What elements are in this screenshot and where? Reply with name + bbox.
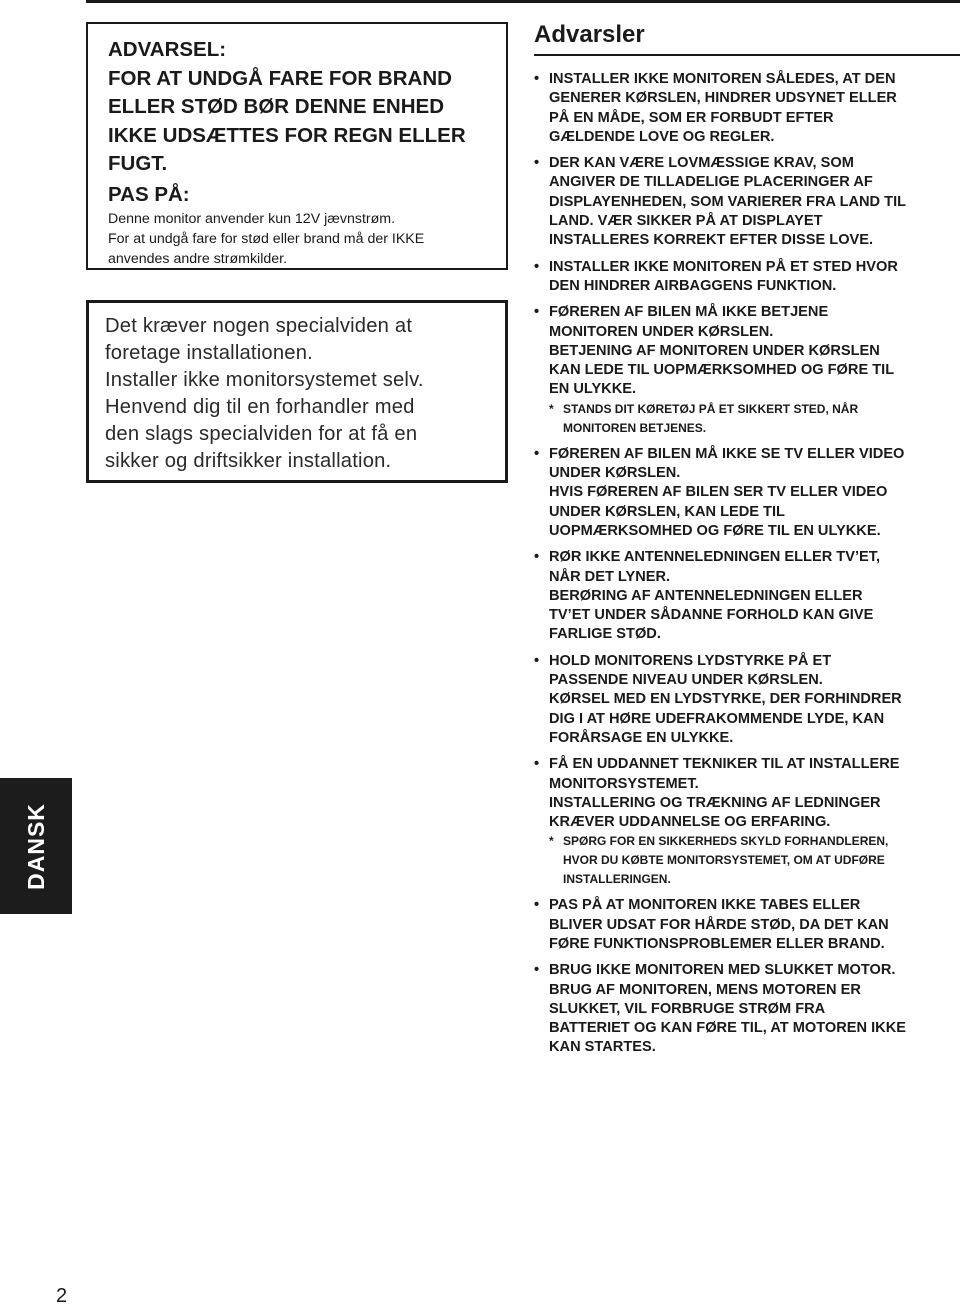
warning-item-text xyxy=(549,548,960,644)
asterisk-icon: * xyxy=(549,401,554,416)
bullet-icon: • xyxy=(534,304,540,321)
warning-item xyxy=(534,755,960,889)
caution-title: PAS PÅ: xyxy=(108,182,190,206)
bullet-icon: • xyxy=(534,962,540,979)
note-line: SPØRG FOR EN SIKKERHEDS SKYLD FORHANDLEREN, xyxy=(563,834,889,849)
warning-line: FØRE FUNKTIONSPROBLEMER ELLER BRAND. xyxy=(549,935,885,952)
warning-line: KØRSEL MED EN LYDSTYRKE, DER FORHINDRER xyxy=(549,691,902,708)
caution-text xyxy=(108,209,496,269)
warning-item xyxy=(534,258,960,297)
warning-line: BERØRING AF ANTENNELEDNINGEN ELLER xyxy=(549,587,863,604)
warning-line: UNDER KØRSLEN, KAN LEDE TIL xyxy=(549,503,785,520)
warning-item xyxy=(534,896,960,954)
warning-line: UOPMÆRKSOMHED OG FØRE TIL EN ULYKKE. xyxy=(549,522,881,539)
warning-line: NÅR DET LYNER. xyxy=(549,568,671,585)
warning-line: BLIVER UDSAT FOR HÅRDE STØD, DA DET KAN xyxy=(549,916,889,933)
warning-line: HVIS FØREREN AF BILEN SER TV ELLER VIDEO xyxy=(549,484,888,501)
warning-item xyxy=(534,70,960,147)
warning-line: DISPLAYENHEDEN, SOM VARIERER FRA LAND TIL xyxy=(549,193,907,210)
warning-lines xyxy=(108,65,496,179)
warning-line: DER KAN VÆRE LOVMÆSSIGE KRAV, SOM xyxy=(549,155,854,172)
top-rule xyxy=(86,0,960,3)
warning-item-text xyxy=(549,961,960,1057)
warning-line: FÅ EN UDDANNET TEKNIKER TIL AT INSTALLERE xyxy=(549,756,900,773)
warning-item-text xyxy=(549,258,960,297)
section-title-rule xyxy=(534,54,960,56)
bullet-icon: • xyxy=(534,897,540,914)
bullet-icon: • xyxy=(534,652,540,669)
warning-item-text xyxy=(549,755,960,832)
warning-line: GÆLDENDE LOVE OG REGLER. xyxy=(549,128,775,145)
warning-item-text xyxy=(549,154,960,250)
warning-line: INSTALLERES KORREKT EFTER DISSE LOVE. xyxy=(549,232,874,249)
warning-item-text xyxy=(549,303,960,399)
warning-item-text xyxy=(549,896,960,954)
warning-item xyxy=(534,303,960,437)
bullet-icon: • xyxy=(534,549,540,566)
caution-line: anvendes andre strømkilder. xyxy=(108,250,288,267)
warning-line: DEN HINDRER AIRBAGGENS FUNKTION. xyxy=(549,277,837,294)
warning-line: KAN STARTES. xyxy=(549,1039,656,1056)
warning-item xyxy=(534,154,960,250)
warning-line: KRÆVER UDDANNELSE OG ERFARING. xyxy=(549,814,831,831)
warning-line: BETJENING AF MONITOREN UNDER KØRSLEN xyxy=(549,342,880,359)
warning-line: PASSENDE NIVEAU UNDER KØRSLEN. xyxy=(549,672,823,689)
installation-line: sikker og driftsikker installation. xyxy=(105,450,392,472)
installation-line: Installer ikke monitorsystemet selv. xyxy=(105,369,424,391)
caution-line: Denne monitor anvender kun 12V jævnstrøm. xyxy=(108,210,396,227)
warning-line: BRUG IKKE MONITOREN MED SLUKKET MOTOR. xyxy=(549,962,896,979)
warning-line: KAN LEDE TIL UOPMÆRKSOMHED OG FØRE TIL xyxy=(549,362,895,379)
warning-line: FORÅRSAGE EN ULYKKE. xyxy=(549,729,734,746)
left-column xyxy=(86,22,508,483)
warning-line: EN ULYKKE. xyxy=(549,381,637,398)
warning-item xyxy=(534,548,960,644)
warning-line: BRUG AF MONITOREN, MENS MOTOREN ER xyxy=(549,981,861,998)
warning-title: ADVARSEL: xyxy=(108,38,227,61)
installation-line: foretage installationen. xyxy=(105,342,313,364)
warning-line: INSTALLER IKKE MONITOREN SÅLEDES, AT DEN xyxy=(549,71,896,87)
note-line: MONITOREN BETJENES. xyxy=(563,420,707,435)
warning-line: HOLD MONITORENS LYDSTYRKE PÅ ET xyxy=(549,652,832,669)
warning-line: PAS PÅ AT MONITOREN IKKE TABES ELLER xyxy=(549,897,861,914)
installation-line: Det kræver nogen specialviden at xyxy=(105,315,413,337)
section-title: Advarsler xyxy=(534,21,645,48)
warning-line: FOR AT UNDGÅ FARE FOR BRAND xyxy=(108,66,452,90)
bullet-icon: • xyxy=(534,756,540,773)
note-line: HVOR DU KØBTE MONITORSYSTEMET, OM AT UDFØRE xyxy=(563,853,885,868)
installation-line: den slags specialviden for at få en xyxy=(105,423,418,445)
installation-notice-text xyxy=(105,313,491,475)
warning-line: INSTALLER IKKE MONITOREN PÅ ET STED HVOR xyxy=(549,258,898,275)
installation-notice-box xyxy=(86,300,508,483)
note-line: INSTALLERINGEN. xyxy=(563,872,671,887)
warning-line: BATTERIET OG KAN FØRE TIL, AT MOTOREN IKKE xyxy=(549,1020,906,1037)
warning-line: DIG I AT HØRE UDEFRAKOMMENDE LYDE, KAN xyxy=(549,710,885,727)
installation-line: Henvend dig til en forhandler med xyxy=(105,396,415,418)
warnings-list xyxy=(534,70,960,1058)
warning-note xyxy=(549,832,960,889)
warning-line: INSTALLERING OG TRÆKNING AF LEDNINGER xyxy=(549,794,881,811)
warning-line: SLUKKET, VIL FORBRUGE STRØM FRA xyxy=(549,1000,826,1017)
warning-line: FØREREN AF BILEN MÅ IKKE BETJENE xyxy=(549,304,829,321)
warning-line: MONITORSYSTEMET. xyxy=(549,775,699,792)
warning-item xyxy=(534,652,960,748)
right-column xyxy=(534,20,960,1065)
warning-item-text xyxy=(549,70,960,147)
warning-line: FARLIGE STØD. xyxy=(549,626,661,643)
bullet-icon: • xyxy=(534,445,540,462)
warning-line: FØREREN AF BILEN MÅ IKKE SE TV ELLER VIDEO xyxy=(549,445,905,462)
bullet-icon: • xyxy=(534,258,540,275)
language-tab xyxy=(0,778,72,914)
warning-line: IKKE UDSÆTTES FOR REGN ELLER xyxy=(108,123,466,147)
warning-line: RØR IKKE ANTENNELEDNINGEN ELLER TV’ET, xyxy=(549,549,881,566)
warning-box xyxy=(86,22,508,270)
warning-line: LAND. VÆR SIKKER PÅ AT DISPLAYET xyxy=(549,213,823,230)
warning-line: MONITOREN UNDER KØRSLEN. xyxy=(549,323,774,340)
bullet-icon: • xyxy=(534,155,540,172)
warning-line: TV’ET UNDER SÅDANNE FORHOLD KAN GIVE xyxy=(549,607,874,624)
warning-item xyxy=(534,961,960,1057)
language-tab-label: DANSK xyxy=(22,802,49,890)
warning-line: ANGIVER DE TILLADELIGE PLACERINGER AF xyxy=(549,174,873,191)
caution-line: For at undgå fare for stød eller brand må der IKKE xyxy=(108,230,425,247)
warning-line: ELLER STØD BØR DENNE ENHED xyxy=(108,95,444,118)
warning-line: UNDER KØRSLEN. xyxy=(549,465,681,482)
warning-item-text xyxy=(549,652,960,748)
warning-line: GENERER KØRSLEN, HINDRER UDSYNET ELLER xyxy=(549,90,897,107)
bullet-icon: • xyxy=(534,71,540,87)
warning-line: PÅ EN MÅDE, SOM ER FORBUDT EFTER xyxy=(549,109,834,126)
page-number: 2 xyxy=(56,1285,68,1307)
asterisk-icon: * xyxy=(549,834,554,849)
note-line: STANDS DIT KØRETØJ PÅ ET SIKKERT STED, NÅR xyxy=(563,401,859,416)
warning-item-text xyxy=(549,445,960,541)
warning-note xyxy=(549,400,960,438)
warning-item xyxy=(534,445,960,541)
warning-line: FUGT. xyxy=(108,152,168,175)
